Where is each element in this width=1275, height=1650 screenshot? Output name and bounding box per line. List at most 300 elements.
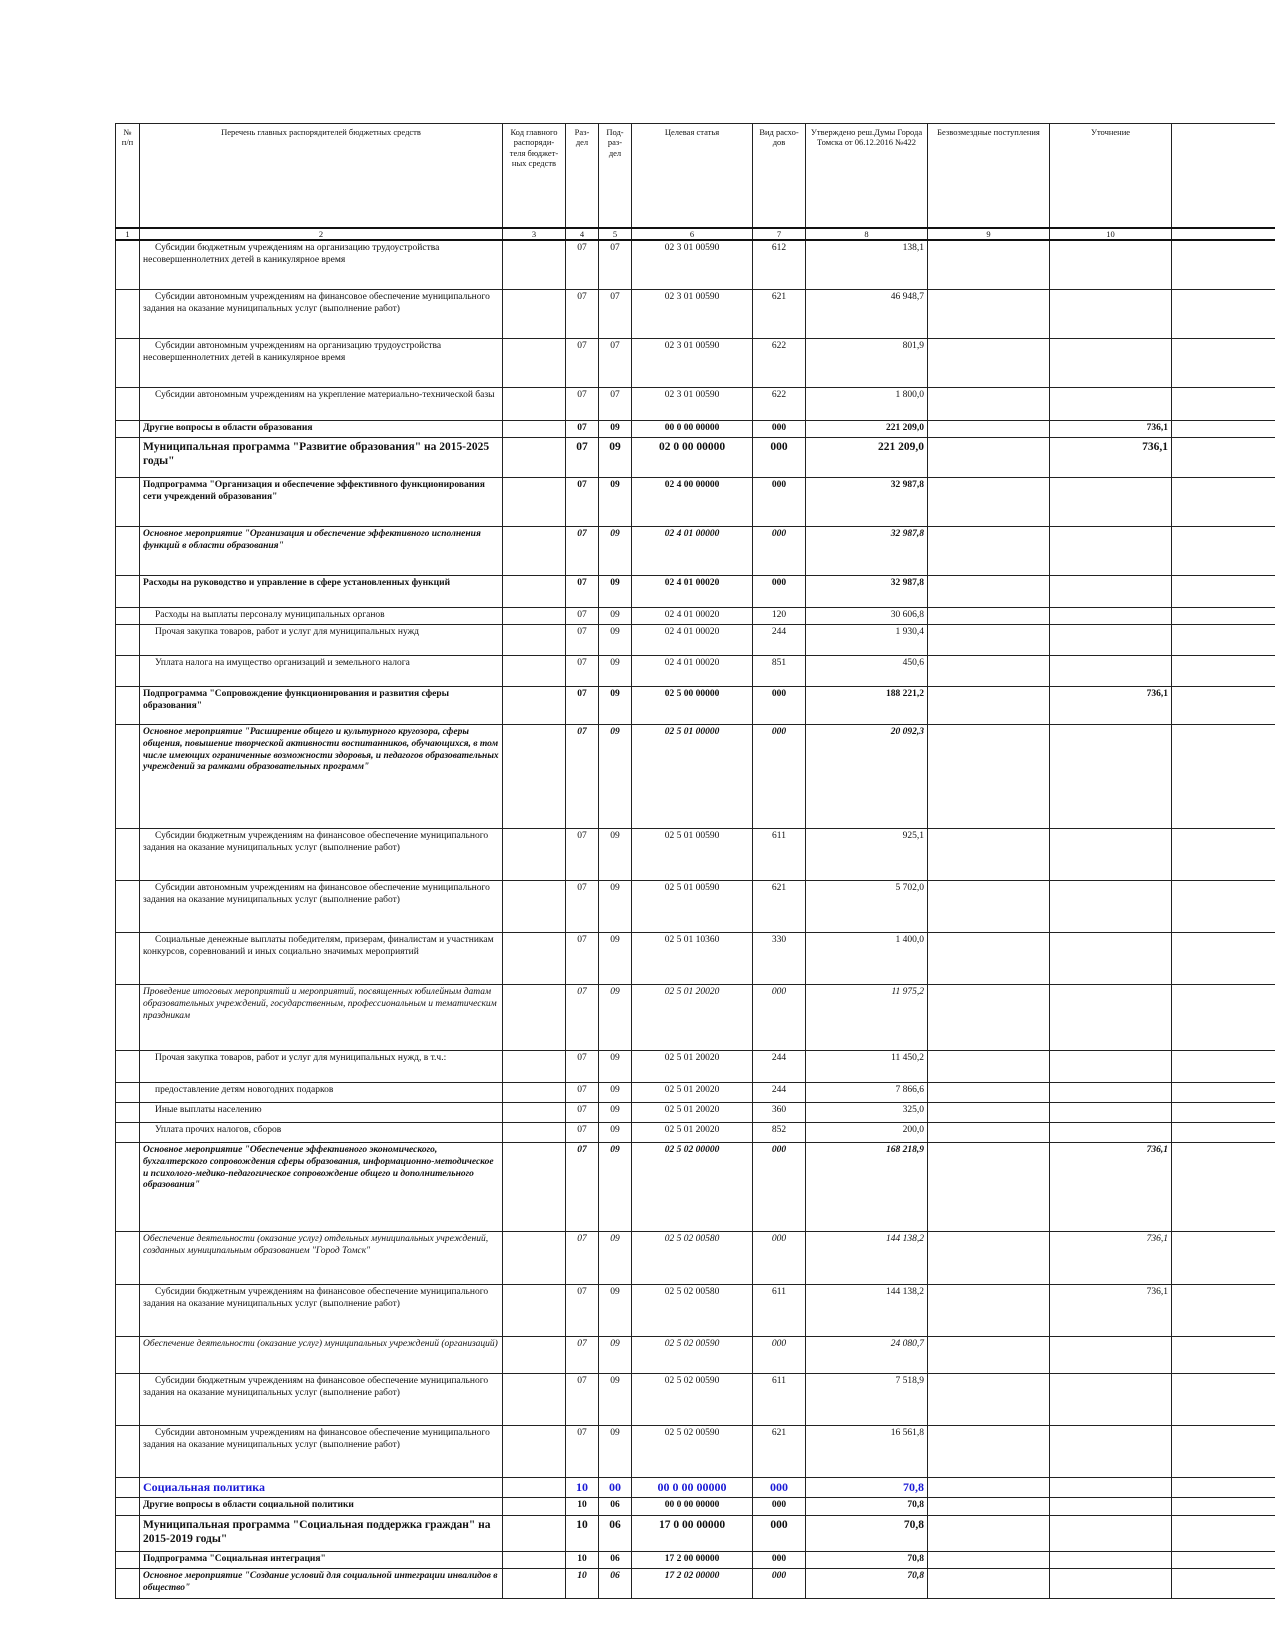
row-gratuitous bbox=[928, 1551, 1050, 1568]
row-number bbox=[116, 608, 140, 625]
row-target-article: 02 5 02 00590 bbox=[632, 1337, 753, 1374]
row-code bbox=[503, 478, 566, 527]
row-code bbox=[503, 1123, 566, 1143]
row-subsection: 09 bbox=[599, 438, 632, 478]
row-approved: 221 209,0 bbox=[806, 421, 928, 438]
row-name: Субсидии бюджетным учреждениям на финансовое обеспечение муниципального задания на оказание муниципальных услуг (выполнение работ) bbox=[140, 829, 503, 881]
row-number bbox=[116, 881, 140, 933]
colnum: 2 bbox=[140, 228, 503, 240]
row-target-article: 02 4 01 00020 bbox=[632, 608, 753, 625]
row-number bbox=[116, 1426, 140, 1478]
colnum: 9 bbox=[928, 228, 1050, 240]
row-name: Подпрограмма "Организация и обеспечение эффективного функционирования сети учреждений образования" bbox=[140, 478, 503, 527]
row-subsection: 09 bbox=[599, 527, 632, 576]
row-clarification bbox=[1050, 1083, 1172, 1103]
row-subsection: 09 bbox=[599, 1051, 632, 1083]
row-section: 07 bbox=[566, 725, 599, 829]
header-subsection: Под-раз-дел bbox=[599, 124, 632, 229]
row-gratuitous bbox=[928, 881, 1050, 933]
table-row bbox=[116, 725, 1275, 829]
row-expense-type: 000 bbox=[753, 985, 806, 1051]
row-number bbox=[116, 421, 140, 438]
row-section: 07 bbox=[566, 290, 599, 339]
table-row bbox=[116, 933, 1275, 985]
row-extra bbox=[1172, 608, 1275, 625]
table-row bbox=[116, 1497, 1275, 1515]
row-gratuitous bbox=[928, 478, 1050, 527]
row-subsection: 09 bbox=[599, 1374, 632, 1426]
row-extra bbox=[1172, 1515, 1275, 1551]
row-gratuitous bbox=[928, 1337, 1050, 1374]
colnum: 6 bbox=[632, 228, 753, 240]
row-extra bbox=[1172, 438, 1275, 478]
table-body bbox=[116, 240, 1275, 1598]
row-approved: 1 400,0 bbox=[806, 933, 928, 985]
row-extra bbox=[1172, 725, 1275, 829]
row-extra bbox=[1172, 478, 1275, 527]
row-subsection: 06 bbox=[599, 1515, 632, 1551]
row-name: Другие вопросы в области образования bbox=[140, 421, 503, 438]
table-row bbox=[116, 687, 1275, 725]
row-target-article: 17 2 02 00000 bbox=[632, 1568, 753, 1598]
row-code bbox=[503, 1478, 566, 1498]
row-subsection: 09 bbox=[599, 985, 632, 1051]
row-code bbox=[503, 240, 566, 290]
table-row bbox=[116, 985, 1275, 1051]
row-number bbox=[116, 1478, 140, 1498]
row-number bbox=[116, 1374, 140, 1426]
row-target-article: 00 0 00 00000 bbox=[632, 1478, 753, 1498]
header-section: Раз-дел bbox=[566, 124, 599, 229]
row-extra bbox=[1172, 527, 1275, 576]
row-subsection: 09 bbox=[599, 687, 632, 725]
row-name: Подпрограмма "Социальная интеграция" bbox=[140, 1551, 503, 1568]
row-extra bbox=[1172, 576, 1275, 608]
row-subsection: 09 bbox=[599, 478, 632, 527]
row-expense-type: 000 bbox=[753, 527, 806, 576]
row-target-article: 02 5 02 00580 bbox=[632, 1232, 753, 1285]
row-number bbox=[116, 1497, 140, 1515]
row-section: 07 bbox=[566, 1337, 599, 1374]
row-clarification bbox=[1050, 933, 1172, 985]
row-code bbox=[503, 1143, 566, 1232]
row-name: Основное мероприятие "Обеспечение эффективного экономического, бухгалтерского сопровождения сферы образования, информационно-методическое и психолого-медико-педагогическое сопровождение общего и дополнительного образования" bbox=[140, 1143, 503, 1232]
row-section: 07 bbox=[566, 1232, 599, 1285]
row-name: Субсидии автономным учреждениям на финансовое обеспечение муниципального задания на оказание муниципальных услуг (выполнение работ) bbox=[140, 290, 503, 339]
row-clarification bbox=[1050, 290, 1172, 339]
row-target-article: 02 5 01 20020 bbox=[632, 985, 753, 1051]
row-section: 10 bbox=[566, 1568, 599, 1598]
table-row bbox=[116, 1083, 1275, 1103]
row-approved: 801,9 bbox=[806, 339, 928, 388]
row-approved: 168 218,9 bbox=[806, 1143, 928, 1232]
row-expense-type: 611 bbox=[753, 1285, 806, 1337]
row-code bbox=[503, 1515, 566, 1551]
row-approved: 11 450,2 bbox=[806, 1051, 928, 1083]
row-subsection: 07 bbox=[599, 388, 632, 421]
row-extra bbox=[1172, 656, 1275, 687]
row-name: Подпрограмма "Сопровождение функционирования и развития сферы образования" bbox=[140, 687, 503, 725]
row-number bbox=[116, 1051, 140, 1083]
colnum: 1 bbox=[116, 228, 140, 240]
row-gratuitous bbox=[928, 1515, 1050, 1551]
row-gratuitous bbox=[928, 625, 1050, 656]
row-section: 07 bbox=[566, 576, 599, 608]
row-clarification bbox=[1050, 1551, 1172, 1568]
row-extra bbox=[1172, 421, 1275, 438]
table-row bbox=[116, 576, 1275, 608]
row-approved: 70,8 bbox=[806, 1515, 928, 1551]
row-gratuitous bbox=[928, 608, 1050, 625]
row-code bbox=[503, 1083, 566, 1103]
row-approved: 70,8 bbox=[806, 1478, 928, 1498]
row-gratuitous bbox=[928, 1123, 1050, 1143]
row-expense-type: 360 bbox=[753, 1103, 806, 1123]
row-code bbox=[503, 725, 566, 829]
row-section: 07 bbox=[566, 656, 599, 687]
table-row bbox=[116, 388, 1275, 421]
row-section: 10 bbox=[566, 1497, 599, 1515]
row-subsection: 07 bbox=[599, 290, 632, 339]
table-row bbox=[116, 421, 1275, 438]
row-name: Иные выплаты населению bbox=[140, 1103, 503, 1123]
row-section: 07 bbox=[566, 1103, 599, 1123]
row-expense-type: 000 bbox=[753, 478, 806, 527]
row-clarification bbox=[1050, 388, 1172, 421]
row-clarification bbox=[1050, 1374, 1172, 1426]
row-number bbox=[116, 339, 140, 388]
row-number bbox=[116, 1232, 140, 1285]
row-extra bbox=[1172, 1285, 1275, 1337]
row-clarification bbox=[1050, 1051, 1172, 1083]
row-gratuitous bbox=[928, 1083, 1050, 1103]
row-approved: 32 987,8 bbox=[806, 527, 928, 576]
row-extra bbox=[1172, 1551, 1275, 1568]
row-clarification bbox=[1050, 1515, 1172, 1551]
row-expense-type: 000 bbox=[753, 1515, 806, 1551]
row-gratuitous bbox=[928, 829, 1050, 881]
row-code bbox=[503, 421, 566, 438]
row-expense-type: 000 bbox=[753, 1551, 806, 1568]
header-clarification: Уточнение bbox=[1050, 124, 1172, 229]
row-subsection: 09 bbox=[599, 625, 632, 656]
row-name: Другие вопросы в области социальной политики bbox=[140, 1497, 503, 1515]
row-target-article: 02 4 01 00020 bbox=[632, 576, 753, 608]
row-subsection: 09 bbox=[599, 881, 632, 933]
row-code bbox=[503, 1051, 566, 1083]
row-subsection: 09 bbox=[599, 829, 632, 881]
table-row bbox=[116, 1478, 1275, 1498]
row-number bbox=[116, 829, 140, 881]
row-section: 07 bbox=[566, 1374, 599, 1426]
row-subsection: 09 bbox=[599, 725, 632, 829]
row-approved: 7 518,9 bbox=[806, 1374, 928, 1426]
row-gratuitous bbox=[928, 1103, 1050, 1123]
table-row bbox=[116, 1337, 1275, 1374]
row-code bbox=[503, 388, 566, 421]
table-row bbox=[116, 290, 1275, 339]
table-row bbox=[116, 1285, 1275, 1337]
row-number bbox=[116, 1568, 140, 1598]
row-target-article: 02 4 00 00000 bbox=[632, 478, 753, 527]
row-gratuitous bbox=[928, 1497, 1050, 1515]
row-name: Основное мероприятие "Создание условий для социальной интеграции инвалидов в общество" bbox=[140, 1568, 503, 1598]
row-subsection: 09 bbox=[599, 1232, 632, 1285]
row-target-article: 02 5 01 10360 bbox=[632, 933, 753, 985]
row-clarification bbox=[1050, 527, 1172, 576]
row-target-article: 02 4 01 00000 bbox=[632, 527, 753, 576]
row-subsection: 09 bbox=[599, 576, 632, 608]
row-expense-type: 621 bbox=[753, 881, 806, 933]
row-clarification bbox=[1050, 1568, 1172, 1598]
row-approved: 30 606,8 bbox=[806, 608, 928, 625]
row-clarification bbox=[1050, 829, 1172, 881]
row-clarification: 736,1 bbox=[1050, 687, 1172, 725]
row-approved: 70,8 bbox=[806, 1497, 928, 1515]
row-clarification bbox=[1050, 656, 1172, 687]
row-expense-type: 622 bbox=[753, 339, 806, 388]
row-number bbox=[116, 625, 140, 656]
row-expense-type: 000 bbox=[753, 421, 806, 438]
row-code bbox=[503, 687, 566, 725]
row-number bbox=[116, 1285, 140, 1337]
row-subsection: 06 bbox=[599, 1551, 632, 1568]
table-row bbox=[116, 478, 1275, 527]
row-expense-type: 000 bbox=[753, 576, 806, 608]
table-row bbox=[116, 656, 1275, 687]
row-section: 07 bbox=[566, 1285, 599, 1337]
row-number bbox=[116, 1337, 140, 1374]
row-target-article: 02 5 00 00000 bbox=[632, 687, 753, 725]
table-row bbox=[116, 881, 1275, 933]
row-expense-type: 621 bbox=[753, 290, 806, 339]
row-approved: 1 930,4 bbox=[806, 625, 928, 656]
header-gratuitous: Безвозмездные поступления bbox=[928, 124, 1050, 229]
row-section: 07 bbox=[566, 1143, 599, 1232]
row-extra bbox=[1172, 1143, 1275, 1232]
row-gratuitous bbox=[928, 1374, 1050, 1426]
row-name: Основное мероприятие "Организация и обеспечение эффективного исполнения функций в области образования" bbox=[140, 527, 503, 576]
table-row bbox=[116, 1551, 1275, 1568]
row-code bbox=[503, 290, 566, 339]
row-number bbox=[116, 1103, 140, 1123]
row-target-article: 02 5 02 00590 bbox=[632, 1374, 753, 1426]
row-extra bbox=[1172, 1426, 1275, 1478]
row-clarification bbox=[1050, 478, 1172, 527]
row-expense-type: 244 bbox=[753, 1083, 806, 1103]
row-name: Уплата прочих налогов, сборов bbox=[140, 1123, 503, 1143]
row-target-article: 17 0 00 00000 bbox=[632, 1515, 753, 1551]
row-approved: 32 987,8 bbox=[806, 576, 928, 608]
row-approved: 144 138,2 bbox=[806, 1285, 928, 1337]
row-number bbox=[116, 438, 140, 478]
row-expense-type: 120 bbox=[753, 608, 806, 625]
row-name: Субсидии автономным учреждениям на укрепление материально-технической базы bbox=[140, 388, 503, 421]
row-gratuitous bbox=[928, 339, 1050, 388]
row-expense-type: 851 bbox=[753, 656, 806, 687]
table-row bbox=[116, 1374, 1275, 1426]
row-approved: 221 209,0 bbox=[806, 438, 928, 478]
row-extra bbox=[1172, 339, 1275, 388]
row-target-article: 02 3 01 00590 bbox=[632, 240, 753, 290]
row-section: 07 bbox=[566, 1083, 599, 1103]
row-number bbox=[116, 478, 140, 527]
row-extra bbox=[1172, 1337, 1275, 1374]
row-target-article: 02 5 01 00590 bbox=[632, 881, 753, 933]
colnum: 10 bbox=[1050, 228, 1172, 240]
row-approved: 138,1 bbox=[806, 240, 928, 290]
row-gratuitous bbox=[928, 1426, 1050, 1478]
row-expense-type: 852 bbox=[753, 1123, 806, 1143]
row-extra bbox=[1172, 1083, 1275, 1103]
row-target-article: 02 5 02 00580 bbox=[632, 1285, 753, 1337]
row-section: 10 bbox=[566, 1551, 599, 1568]
row-target-article: 00 0 00 00000 bbox=[632, 421, 753, 438]
header-number: № п/п bbox=[116, 124, 140, 229]
row-name: Муниципальная программа "Развитие образования" на 2015-2025 годы" bbox=[140, 438, 503, 478]
row-subsection: 09 bbox=[599, 1426, 632, 1478]
row-section: 07 bbox=[566, 687, 599, 725]
table-row bbox=[116, 527, 1275, 576]
row-subsection: 09 bbox=[599, 1285, 632, 1337]
row-extra bbox=[1172, 829, 1275, 881]
row-clarification bbox=[1050, 1123, 1172, 1143]
row-approved: 46 948,7 bbox=[806, 290, 928, 339]
row-approved: 70,8 bbox=[806, 1568, 928, 1598]
row-extra bbox=[1172, 985, 1275, 1051]
row-number bbox=[116, 240, 140, 290]
row-code bbox=[503, 1568, 566, 1598]
row-expense-type: 000 bbox=[753, 1497, 806, 1515]
row-target-article: 02 3 01 00590 bbox=[632, 290, 753, 339]
row-target-article: 02 5 01 00590 bbox=[632, 829, 753, 881]
row-approved: 200,0 bbox=[806, 1123, 928, 1143]
row-name: предоставление детям новогодних подарков bbox=[140, 1083, 503, 1103]
row-extra bbox=[1172, 1232, 1275, 1285]
row-target-article: 02 5 01 20020 bbox=[632, 1103, 753, 1123]
row-clarification bbox=[1050, 240, 1172, 290]
row-expense-type: 621 bbox=[753, 1426, 806, 1478]
row-extra bbox=[1172, 933, 1275, 985]
row-section: 10 bbox=[566, 1515, 599, 1551]
row-name: Обеспечение деятельности (оказание услуг) отдельных муниципальных учреждений, созданных муниципальным образованием "Город Томск" bbox=[140, 1232, 503, 1285]
row-target-article: 02 0 00 00000 bbox=[632, 438, 753, 478]
row-extra bbox=[1172, 687, 1275, 725]
row-target-article: 02 4 01 00020 bbox=[632, 625, 753, 656]
row-number bbox=[116, 985, 140, 1051]
colnum: 4 bbox=[566, 228, 599, 240]
row-number bbox=[116, 290, 140, 339]
row-clarification bbox=[1050, 1426, 1172, 1478]
row-expense-type: 611 bbox=[753, 829, 806, 881]
table-row bbox=[116, 1051, 1275, 1083]
row-name: Прочая закупка товаров, работ и услуг для муниципальных нужд bbox=[140, 625, 503, 656]
row-section: 10 bbox=[566, 1478, 599, 1498]
row-extra bbox=[1172, 1374, 1275, 1426]
row-clarification bbox=[1050, 608, 1172, 625]
row-name: Субсидии бюджетным учреждениям на финансовое обеспечение муниципального задания на оказание муниципальных услуг (выполнение работ) bbox=[140, 1374, 503, 1426]
row-gratuitous bbox=[928, 1285, 1050, 1337]
row-clarification bbox=[1050, 339, 1172, 388]
row-target-article: 02 5 01 20020 bbox=[632, 1123, 753, 1143]
row-number bbox=[116, 656, 140, 687]
row-name: Субсидии бюджетным учреждениям на организацию трудоустройства несовершеннолетних детей в каникулярное время bbox=[140, 240, 503, 290]
row-expense-type: 622 bbox=[753, 388, 806, 421]
row-gratuitous bbox=[928, 388, 1050, 421]
row-extra bbox=[1172, 290, 1275, 339]
row-target-article: 02 3 01 00590 bbox=[632, 339, 753, 388]
row-gratuitous bbox=[928, 421, 1050, 438]
row-gratuitous bbox=[928, 576, 1050, 608]
row-approved: 7 866,6 bbox=[806, 1083, 928, 1103]
row-subsection: 09 bbox=[599, 1083, 632, 1103]
row-subsection: 09 bbox=[599, 1143, 632, 1232]
row-name: Муниципальная программа "Социальная поддержка граждан" на 2015-2019 годы" bbox=[140, 1515, 503, 1551]
row-code bbox=[503, 608, 566, 625]
row-target-article: 02 5 01 00000 bbox=[632, 725, 753, 829]
row-extra bbox=[1172, 1123, 1275, 1143]
row-section: 07 bbox=[566, 1051, 599, 1083]
header-code: Код главного распоряди-теля бюджет-ных средств bbox=[503, 124, 566, 229]
colnum: 7 bbox=[753, 228, 806, 240]
row-gratuitous bbox=[928, 240, 1050, 290]
row-subsection: 06 bbox=[599, 1568, 632, 1598]
row-name: Уплата налога на имущество организаций и земельного налога bbox=[140, 656, 503, 687]
row-name: Обеспечение деятельности (оказание услуг) муниципальных учреждений (организаций) bbox=[140, 1337, 503, 1374]
row-section: 07 bbox=[566, 829, 599, 881]
row-extra bbox=[1172, 240, 1275, 290]
row-section: 07 bbox=[566, 933, 599, 985]
row-approved: 925,1 bbox=[806, 829, 928, 881]
row-expense-type: 244 bbox=[753, 625, 806, 656]
row-clarification bbox=[1050, 1478, 1172, 1498]
row-gratuitous bbox=[928, 1232, 1050, 1285]
row-expense-type: 000 bbox=[753, 687, 806, 725]
row-approved: 325,0 bbox=[806, 1103, 928, 1123]
row-code bbox=[503, 829, 566, 881]
row-code bbox=[503, 881, 566, 933]
row-code bbox=[503, 625, 566, 656]
row-clarification bbox=[1050, 1497, 1172, 1515]
row-approved: 144 138,2 bbox=[806, 1232, 928, 1285]
budget-table bbox=[115, 123, 1275, 1599]
row-code bbox=[503, 1551, 566, 1568]
row-extra bbox=[1172, 388, 1275, 421]
colnum: 8 bbox=[806, 228, 928, 240]
row-number bbox=[116, 527, 140, 576]
row-section: 07 bbox=[566, 881, 599, 933]
row-name: Расходы на руководство и управление в сфере установленных функций bbox=[140, 576, 503, 608]
row-expense-type: 244 bbox=[753, 1051, 806, 1083]
table-row bbox=[116, 1143, 1275, 1232]
row-expense-type: 612 bbox=[753, 240, 806, 290]
row-gratuitous bbox=[928, 438, 1050, 478]
row-expense-type: 000 bbox=[753, 438, 806, 478]
row-extra bbox=[1172, 625, 1275, 656]
row-name: Субсидии бюджетным учреждениям на финансовое обеспечение муниципального задания на оказание муниципальных услуг (выполнение работ) bbox=[140, 1285, 503, 1337]
row-expense-type: 611 bbox=[753, 1374, 806, 1426]
table-row bbox=[116, 339, 1275, 388]
row-subsection: 09 bbox=[599, 656, 632, 687]
row-clarification bbox=[1050, 725, 1172, 829]
row-clarification bbox=[1050, 625, 1172, 656]
row-approved: 1 800,0 bbox=[806, 388, 928, 421]
row-code bbox=[503, 576, 566, 608]
row-code bbox=[503, 1285, 566, 1337]
table-row bbox=[116, 1123, 1275, 1143]
table-row bbox=[116, 1515, 1275, 1551]
row-gratuitous bbox=[928, 985, 1050, 1051]
